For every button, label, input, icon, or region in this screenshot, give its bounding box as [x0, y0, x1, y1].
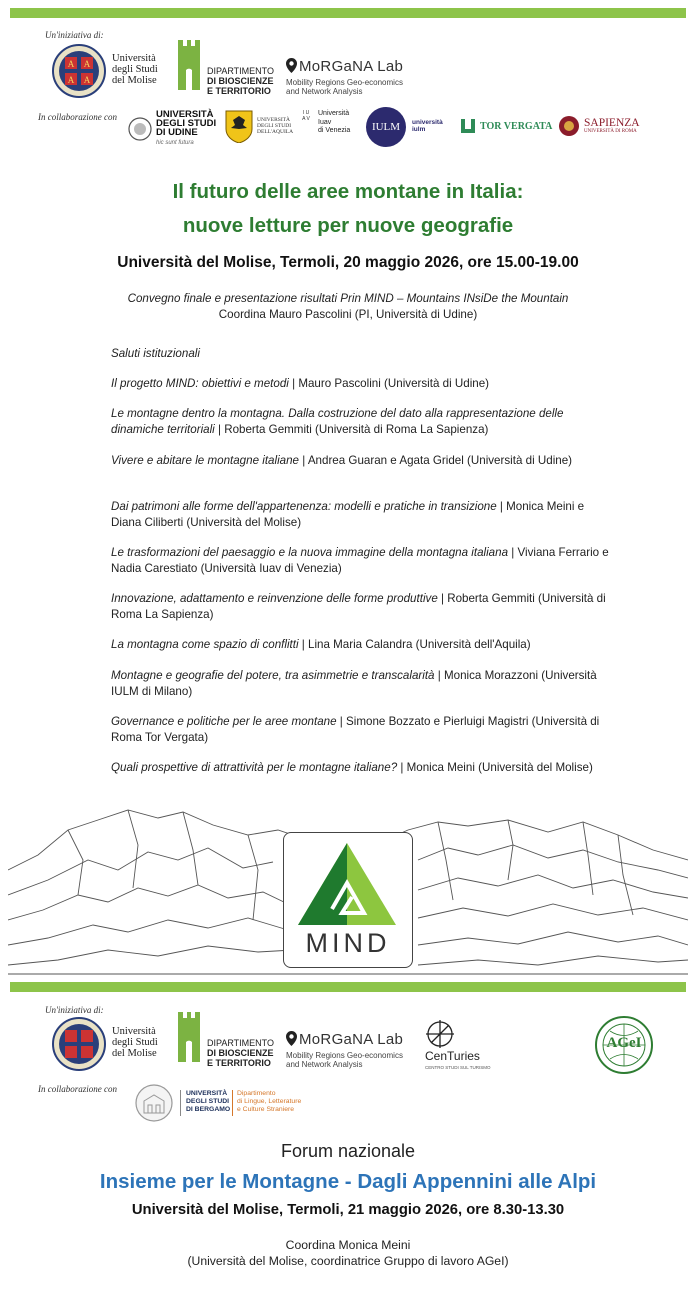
udine-logo: UNIVERSITÀ DEGLI STUDI DI UDINE hic sunt futura — [128, 110, 216, 148]
program-item: Innovazione, adattamento e reinvenzione delle forme produttive | Roberta Gemmiti (Università di Roma La Sapienza) — [111, 592, 606, 621]
sapienza-seal-icon — [558, 114, 580, 138]
torvergata-logo: TOR VERGATA — [460, 118, 552, 134]
sapienza-logo: SAPIENZA UNIVERSITÀ DI ROMA — [558, 114, 640, 138]
unimol-seal-logo-2 — [52, 1017, 106, 1071]
dipartimento-name: DIPARTIMENTO DI BIOSCIENZE E TERRITORIO — [207, 66, 275, 96]
agei-logo — [594, 1015, 654, 1075]
bergamo-name: UNIVERSITÀ DEGLI STUDI DI BERGAMO — [186, 1090, 231, 1113]
program-item: Saluti istituzionali — [111, 347, 200, 360]
svg-text:A: A — [67, 75, 75, 85]
event1-title-line1: Il futuro delle aree montane in Italia: — [172, 180, 524, 203]
event1-title-line2: nuove letture per nuove geografie — [182, 214, 514, 237]
program-item: Dai patrimoni alle forme dell'appartenenza: modelli e pratiche in transizione | Monica Meini e Diana Ciliberti (Università del Molise) — [111, 500, 585, 529]
eagle-crest-icon — [225, 109, 253, 143]
program-item: Governance e politiche per le aree montane | Simone Bozzato e Pierluigi Magistri (Università di Roma Tor Vergata) — [111, 715, 600, 744]
svg-text:A: A — [83, 59, 91, 69]
mind-logo-text: MIND — [305, 928, 391, 958]
bergamo-divider — [180, 1090, 181, 1116]
collab-label-2: In collaborazione con — [38, 1084, 117, 1094]
centuries-subtitle: CENTRO STUDI SUL TURISMO — [425, 1065, 491, 1070]
program-item: Quali prospettive di attrattività per le montagne italiane? | Monica Meini (Università del Molise) — [111, 761, 593, 774]
forum-heading: Forum nazionale — [280, 1141, 416, 1161]
aquila-logo: UNIVERSITÀ DEGLI STUDI DELL'AQUILA — [225, 109, 293, 143]
iulm-name: università iulm — [412, 119, 443, 133]
bergamo-seal-icon — [134, 1083, 174, 1123]
program-item: La montagna come spazio di conflitti | Lina Maria Calandra (Università dell'Aquila) — [111, 638, 531, 651]
torvergata-icon — [460, 118, 476, 134]
program-item: Le montagne dentro la montagna. Dalla costruzione del dato alla rappresentazione delle dinamiche territoriali | Roberta Gemmiti (Università di Roma La Sapienza) — [111, 407, 564, 436]
event1-subtitle: Università del Molise, Termoli, 20 maggio 2026, ore 15.00-19.00 — [117, 254, 579, 271]
bergamo-department: Dipartimento di Lingue, Letterature e Culture Straniere — [237, 1090, 302, 1113]
map-pin-icon-2 — [286, 1031, 297, 1051]
initiative-label: Un'iniziativa di: — [45, 30, 104, 40]
tower-icon-2 — [176, 1012, 202, 1062]
bergamo-divider-2 — [232, 1090, 233, 1116]
udine-seal-icon — [128, 117, 152, 141]
event1-intro: Convegno finale e presentazione risultati Prin MIND – Mountains INsiDe the Mountain Coordina Mauro Pascolini (PI, Università di Udine) — [127, 292, 569, 321]
mind-triangle-icon — [284, 837, 411, 937]
mind-logo — [283, 832, 413, 968]
program-item: Vivere e abitare le montagne italiane | Andrea Guaran e Agata Gridel (Università di Udine) — [111, 454, 573, 467]
program-item: Il progetto MIND: obiettivi e metodi | Mauro Pascolini (Università di Udine) — [111, 377, 490, 390]
iuav-vertical-mark: I U A V — [302, 110, 310, 122]
morgana-subtitle-2: Mobility Regions Geo-economics and Network Analysis — [286, 1051, 403, 1069]
unimol-name: Università degli Studi del Molise — [112, 53, 158, 86]
program-item: Le trasformazioni del paesaggio e la nuova immagine della montagna italiana | Viviana Ferrario e Nadia Carestiato (Università Iuav di Venezia) — [111, 546, 609, 575]
forum-title: Insieme per le Montagne - Dagli Appennini alle Alpi — [99, 1170, 597, 1193]
bottom-green-band — [10, 982, 686, 992]
agei-label: AGeI — [606, 1035, 642, 1051]
iulm-badge: IULM — [366, 107, 406, 147]
morgana-title-2: MoRGaNA Lab — [299, 1031, 404, 1048]
forum-coordination: Coordina Monica Meini (Università del Molise, coordinatrice Gruppo di lavoro AGeI) — [187, 1238, 509, 1268]
tower-icon — [176, 40, 202, 90]
dipartimento-name-2: DIPARTIMENTO DI BIOSCIENZE E TERRITORIO — [207, 1038, 275, 1068]
svg-text:A: A — [83, 75, 91, 85]
unimol-name-2: Università degli Studi del Molise — [112, 1026, 158, 1059]
iuav-name: Università Iuav di Venezia — [318, 110, 351, 134]
svg-text:A: A — [67, 59, 75, 69]
morgana-subtitle: Mobility Regions Geo-economics and Network Analysis — [286, 78, 403, 96]
top-green-band — [10, 8, 686, 18]
program-item: Montagne e geografie del potere, tra asimmetrie e transcalarità | Monica Morazzoni (Università IULM di Milano) — [111, 669, 597, 698]
compass-icon — [425, 1019, 455, 1049]
centuries-title: CenTuries — [425, 1049, 480, 1063]
forum-subtitle: Università del Molise, Termoli, 21 maggio 2026, ore 8.30-13.30 — [131, 1202, 565, 1218]
morgana-title: MoRGaNA Lab — [299, 58, 404, 75]
map-pin-icon — [286, 58, 297, 78]
collab-label: In collaborazione con — [38, 112, 117, 122]
unimol-seal-logo — [52, 44, 106, 98]
initiative-label-2: Un'iniziativa di: — [45, 1005, 104, 1015]
